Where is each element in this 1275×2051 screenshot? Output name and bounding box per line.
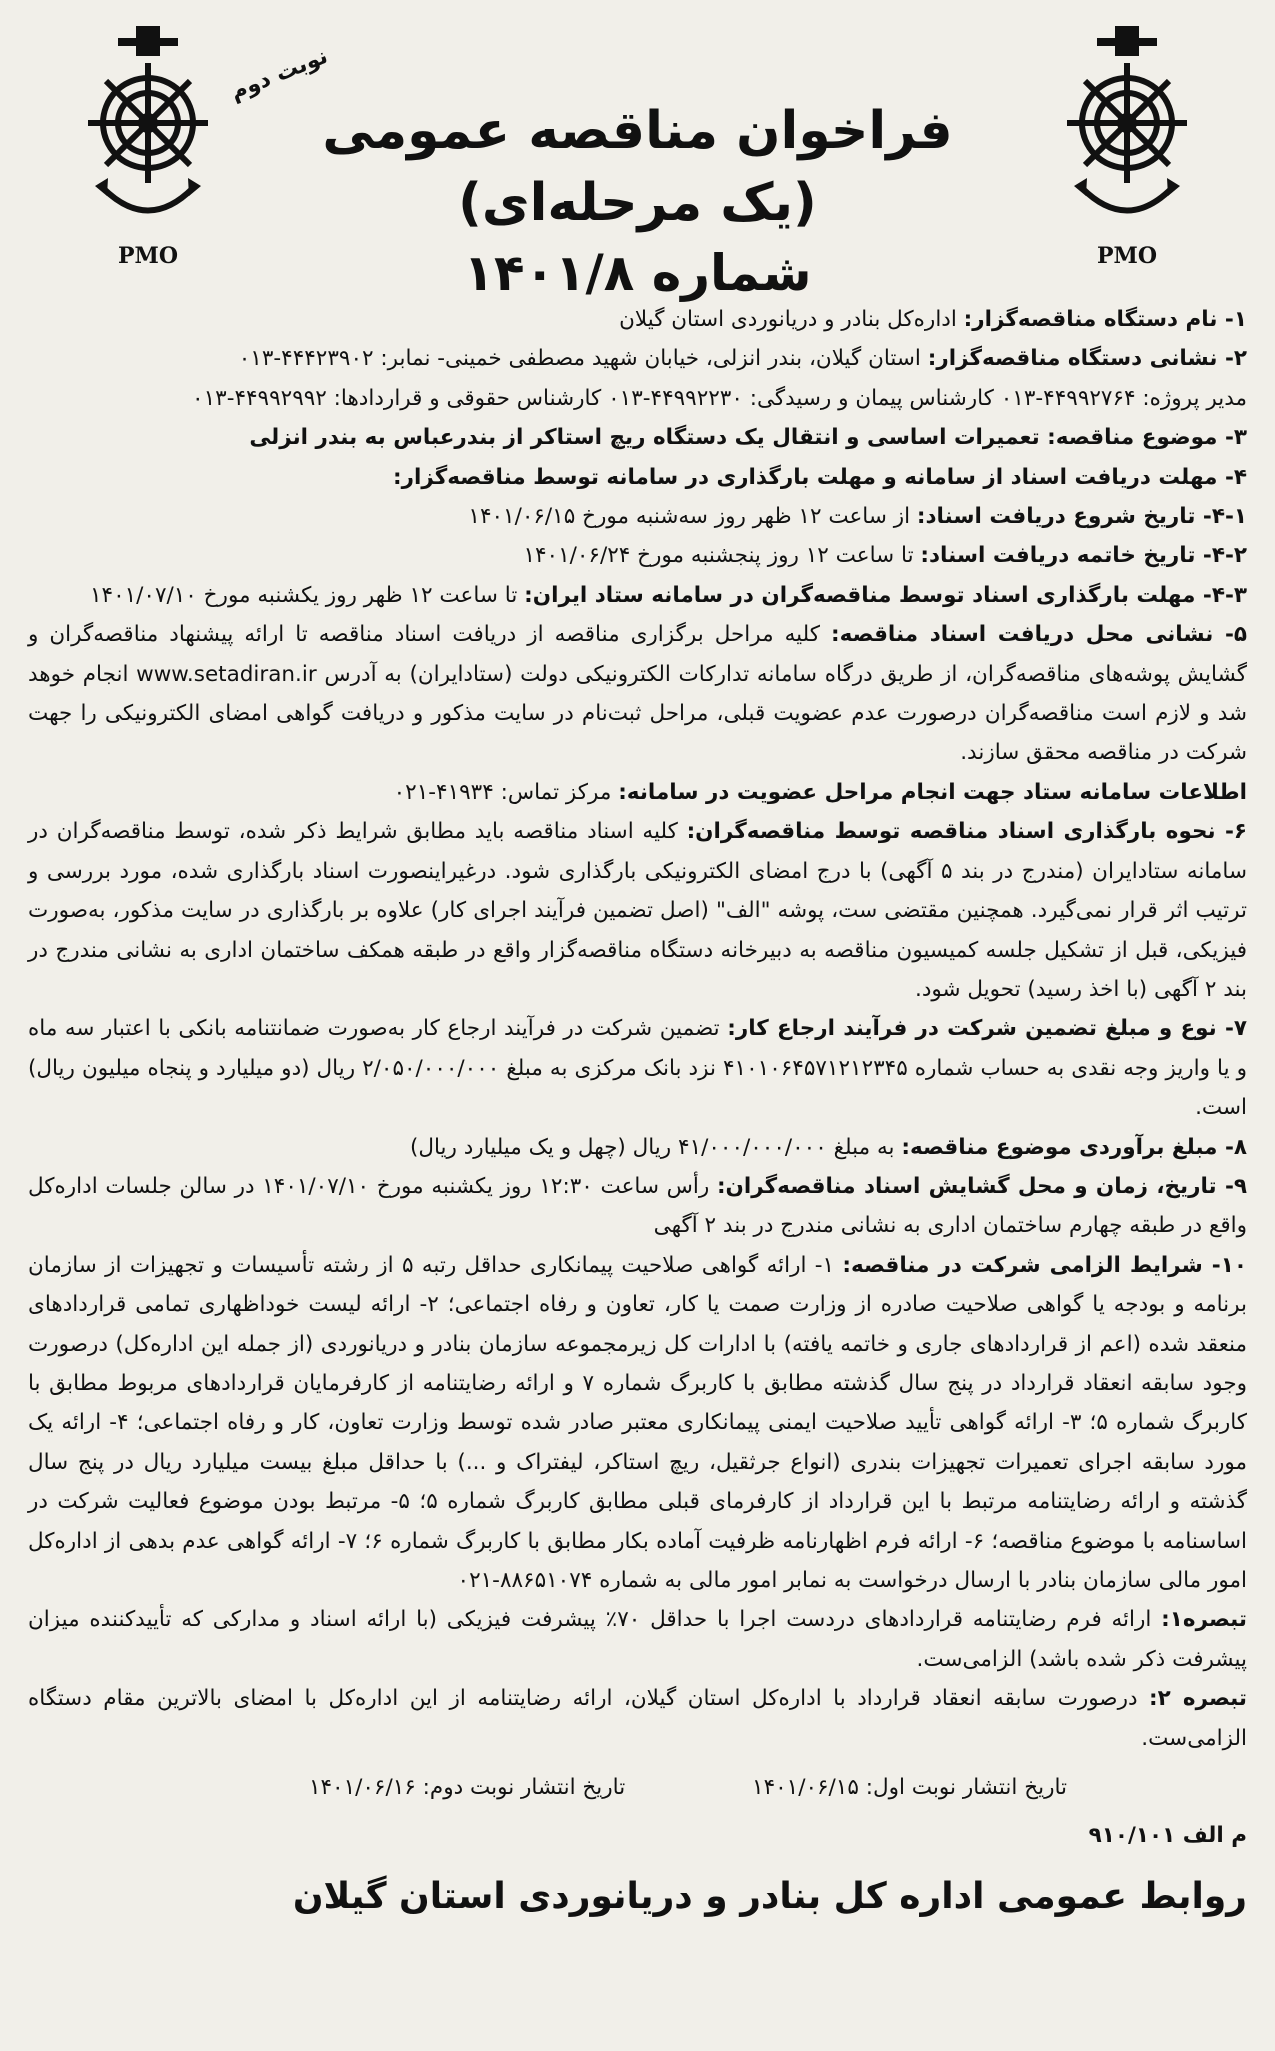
- logo-text: PMO: [1096, 243, 1158, 269]
- item-1: ۱- نام دستگاه مناقصه‌گزار: اداره‌کل بنادر و دریانوردی استان گیلان: [619, 307, 1247, 332]
- notice-body: [28, 300, 1247, 1758]
- item-3: ۳- موضوع مناقصه: تعمیرات اساسی و انتقال یک دستگاه ریچ استاکر از بندرعباس به بندر انزلی: [249, 425, 1247, 451]
- item-10: ۱۰- شرایط الزامی شرکت در مناقصه: ۱- ارائه گواهی صلاحیت پیمانکاری حداقل رتبه ۵ از رشته تأسیسات و تجهیزات از سازمان برنامه و بودجه یا گواهی صلاحیت صادره از وزارت صمت یا کار، تعاون و رفاه اجتماعی؛ ۲- ارائه لیست خوداظهاری تمامی قراردادهای منعقد شده (اعم از قراردادهای جاری و خاتمه یافته) با ادارات کل زیرمجموعه سازمان بنادر و دریانوردی (از جمله این اداره‌کل) درصورت وجود سابقه انعقاد قرارداد در پنج سال گذشته مطابق با کاربرگ شماره ۷ و ارائه رضایتنامه از کارفرمایان قراردادهای مربوط مطابق با کاربرگ شماره ۵؛ ۳- ارائه گواهی تأیید صلاحیت ایمنی پیمانکاری معتبر صادر شده توسط وزارت تعاون، کار و رفاه اجتماعی؛ ۴- ارائه یک مورد سابقه اجرای تعمیرات تجهیزات بندری (انواع جرثقیل، ریچ استاکر، لیفتراک و ...) با حداقل مبلغ بیست میلیارد ریال در پنج سال گذشته و ارائه رضایتنامه مرتبط با این قرارداد از کارفرمای قبلی مطابق کاربرگ شماره ۵؛ ۵- مرتبط بودن موضوع فعالیت شرکت در اساسنامه با موضوع مناقصه؛ ۶- ارائه فرم اظهارنامه ظرفیت آماده بکار مطابق با کاربرگ شماره ۶؛ ۷- ارائه گواهی عدم بدهی از اداره‌کل امور مالی سازمان بنادر با ارسال درخواست به نمابر امور مالی به شماره ۸۸۶۵۱۰۷۴-۰۲۱: [28, 1252, 1248, 1593]
- logo-text: PMO: [117, 243, 179, 269]
- item-2-contacts: مدیر پروژه: ۴۴۹۹۲۷۶۴-۰۱۳ کارشناس پیمان و رسیدگی: ۴۴۹۹۲۲۳۰-۰۱۳ کارشناس حقوقی و قراردادها: ۴۴۹۹۲۹۹۲-۰۱۳: [192, 385, 1247, 411]
- item-6: ۶- نحوه بارگذاری اسناد مناقصه توسط مناقصه‌گران: کلیه اسناد مناقصه باید مطابق شرایط ذکر شده، توسط مناقصه‌گران در سامانه ستادایران (مندرج در بند ۵ آگهی) با درج امضای الکترونیکی بارگذاری شود. درغیراینصورت اسناد بارگذاری شده، مورد بررسی و ترتیب اثر قرار نمی‌گیرد. همچنین مقتضی ست، پوشه "الف" (اصل تضمین فرآیند اجرای کار) علاوه بر بارگذاری در سایت مذکور، به‌صورت فیزیکی، قبل از تشکیل جلسه کمیسیون مناقصه به دبیرخانه دستگاه مناقصه‌گزار واقع در طبقه همکف ساختمان اداری به نشانی مندرج در بند ۲ آگهی (با اخذ رسید) تحویل شود.: [28, 819, 1247, 1002]
- ship-wheel-anchor-icon: [1052, 18, 1202, 233]
- footer-signature: روابط عمومی اداره کل بنادر و دریانوردی استان گیلان: [292, 1876, 1247, 1918]
- publish-dates: [28, 1768, 1247, 1808]
- item-2: ۲- نشانی دستگاه مناقصه‌گزار: استان گیلان، بندر انزلی، خیابان شهید مصطفی خمینی- نمابر: ۴۴۴۲۳۹۰۲-۰۱۳: [238, 346, 1247, 372]
- note-2: تبصره ۲: درصورت سابقه انعقاد قرارداد با اداره‌کل استان گیلان، ارائه رضایتنامه از این اداره‌کل با امضای بالاترین مقام دستگاه الزامی‌ست.: [28, 1686, 1247, 1751]
- title-block: [278, 95, 997, 307]
- item-9: ۹- تاریخ، زمان و محل گشایش اسناد مناقصه‌گران: رأس ساعت ۱۲:۳۰ روز یکشنبه مورخ ۱۴۰۱/۰۷/۱۰ در سالن جلسات اداره‌کل واقع در طبقه چهارم ساختمان اداری به نشانی مندرج در بند ۲ آگهی: [28, 1173, 1247, 1239]
- edition-badge: نوبت دوم: [227, 43, 332, 106]
- page-title: فراخوان مناقصه عمومی (یک مرحله‌ای): [322, 101, 953, 233]
- item-4: ۴- مهلت دریافت اسناد از سامانه و مهلت بارگذاری در سامانه توسط مناقصه‌گزار:: [393, 464, 1247, 490]
- item-4-1: ۴-۱- تاریخ شروع دریافت اسناد: از ساعت ۱۲ ظهر روز سه‌شنبه مورخ ۱۴۰۱/۰۶/۱۵: [468, 504, 1247, 530]
- ship-wheel-anchor-icon: [73, 18, 223, 233]
- logo-right: [1047, 18, 1207, 278]
- page-subtitle: شماره ۱۴۰۱/۸: [463, 244, 812, 302]
- second-publish-date: تاریخ انتشار نوبت دوم: ۱۴۰۱/۰۶/۱۶: [308, 1775, 626, 1801]
- reference-number: م الف ۹۱۰/۱۰۱: [1088, 1823, 1247, 1849]
- setad-info: اطلاعات سامانه ستاد جهت انجام مراحل عضویت در سامانه: مرکز تماس: ۴۱۹۳۴-۰۲۱: [393, 779, 1247, 805]
- header: [28, 0, 1247, 300]
- item-7: ۷- نوع و مبلغ تضمین شرکت در فرآیند ارجاع کار: تضمین شرکت در فرآیند ارجاع کار به‌صورت ضمانتنامه بانکی با اعتبار سه ماه و یا واریز وجه نقدی به حساب شماره ۴۱۰۱۰۶۴۵۷۱۲۱۲۳۴۵ نزد بانک مرکزی به مبلغ ۲/۰۵۰/۰۰۰/۰۰۰ ریال (دو میلیارد و پنجاه میلیون ریال) است.: [28, 1016, 1247, 1121]
- item-5: ۵- نشانی محل دریافت اسناد مناقصه: کلیه مراحل برگزاری مناقصه از دریافت اسناد مناقصه تا ارائه پیشنهاد مناقصه‌گران و گشایش پوشه‌های مناقصه‌گران، از طریق درگاه سامانه تدارکات الکترونیکی دولت (ستادایران) به آدرس www.setadiran.ir انجام خوهد شد و لازم است مناقصه‌گران درصورت عدم عضویت قبلی، مراحل ثبت‌نام در سایت مذکور و دریافت گواهی امضای الکترونیکی را جهت شرکت در مناقصه محقق سازند.: [28, 622, 1248, 766]
- item-4-3: ۴-۳- مهلت بارگذاری اسناد توسط مناقصه‌گران در سامانه ستاد ایران: تا ساعت ۱۲ ظهر روز یکشنبه مورخ ۱۴۰۱/۰۷/۱۰: [89, 582, 1247, 608]
- item-4-2: ۴-۲- تاریخ خاتمه دریافت اسناد: تا ساعت ۱۲ روز پنجشنبه مورخ ۱۴۰۱/۰۶/۲۴: [523, 543, 1247, 569]
- first-publish-date: تاریخ انتشار نوبت اول: ۱۴۰۱/۰۶/۱۵: [752, 1775, 1067, 1801]
- note-1: تبصره۱: ارائه فرم رضایتنامه قراردادهای دردست اجرا با حداقل ۷۰٪ پیشرفت فیزیکی (با ارائه اسناد و مدارکی که تأییدکننده میزان پیشرفت ذکر شده باشد) الزامی‌ست.: [28, 1607, 1247, 1672]
- item-8: ۸- مبلغ برآوردی موضوع مناقصه: به مبلغ ۴۱/۰۰۰/۰۰۰/۰۰۰ ریال (چهل و یک میلیارد ریال): [409, 1134, 1247, 1160]
- logo-left: [68, 18, 228, 278]
